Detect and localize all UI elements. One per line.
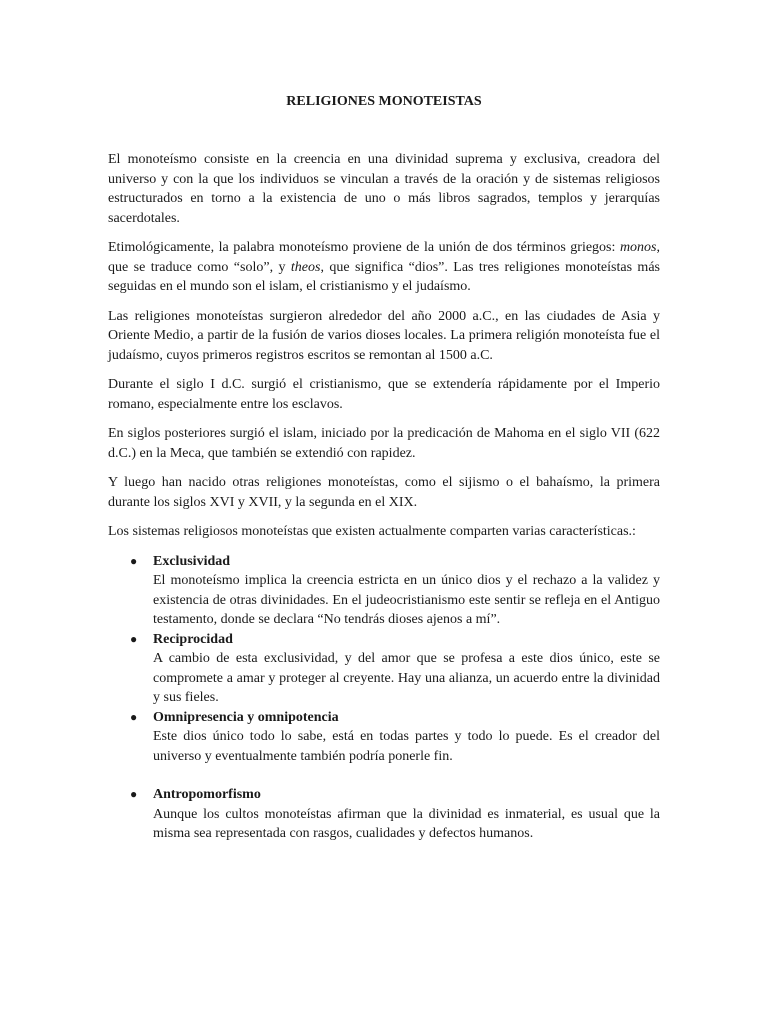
paragraph-other-religions: Y luego han nacido otras religiones monoteístas, como el sijismo o el bahaísmo, la primera durante los siglos XVI y XVII, y la segunda en el XIX. <box>108 475 660 510</box>
bullet-icon: ● <box>130 553 138 568</box>
paragraph-origins: Las religiones monoteístas surgieron alrededor del año 2000 a.C., en las ciudades de Asia y Oriente Medio, a partir de la fusión de varios dioses locales. La primera religión monoteísta fue el judaísmo, cuyos primeros registros escritos se remontan al 1500 a.C. <box>108 308 660 363</box>
paragraph-etymology <box>108 238 660 297</box>
bullet-icon: ● <box>130 787 138 801</box>
paragraph-characteristics-intro: Los sistemas religiosos monoteístas que existen actualmente comparten varias características.: <box>108 524 636 539</box>
term-theos: theos <box>290 259 321 275</box>
list-item <box>108 552 660 630</box>
feature-text: El monoteísmo implica la creencia estricta en un único dios y el rechazo a la validez y existencia de otras divinidades. En el judeocristianismo este sentir se refleja en el Antiguo testamento, donde se declara “No tendrás dioses ajenos a mí”. <box>153 573 660 627</box>
list-item <box>108 708 660 767</box>
paragraph-definition: El monoteísmo consiste en la creencia en una divinidad suprema y exclusiva, creadora del universo y con la que los individuos se vinculan a través de la oración y de sistemas religiosos estructurados en torno a la existencia de uno o más libros sagrados, templos y jerarquías sacerdotales. <box>108 152 660 226</box>
term-monos: monos <box>619 240 657 255</box>
etymology-text-2: , que se traduce como “solo”, y <box>108 240 660 275</box>
bullet-icon: ● <box>130 631 138 646</box>
feature-title: Antropomorfismo <box>153 787 261 802</box>
paragraph-islam: En siglos posteriores surgió el islam, iniciado por la predicación de Mahoma en el siglo VII (622 d.C.) en la Meca, que también se extendió con rapidez. <box>108 426 660 461</box>
feature-text: Aunque los cultos monoteístas afirman que la divinidad es inmaterial, es usual que la misma sea representada con rasgos, cualidades y defectos humanos. <box>153 806 660 841</box>
bullet-icon: ● <box>130 709 138 724</box>
page-title: RELIGIONES MONOTEISTAS <box>286 94 482 109</box>
etymology-text-3: , que significa “dios”. Las tres religiones monoteístas más seguidas en el mundo son el islam, el cristianismo y el judaísmo. <box>108 259 660 294</box>
feature-title: Exclusividad <box>153 553 231 569</box>
feature-text: Este dios único todo lo sabe, está en todas partes y todo lo puede. Es el creador del universo y eventualmente también podría ponerle fin. <box>153 729 660 764</box>
characteristics-list <box>108 552 660 844</box>
feature-text: A cambio de esta exclusividad, y del amor que se profesa a este dios único, este se compromete a amar y proteger al creyente. Hay una alianza, un acuerdo entre la divinidad y sus fieles. <box>153 651 660 705</box>
etymology-text-1: Etimológicamente, la palabra monoteísmo proviene de la unión de dos términos griegos: <box>108 240 620 255</box>
feature-title: Reciprocidad <box>153 631 233 647</box>
feature-title: Omnipresencia y omnipotencia <box>153 709 339 725</box>
list-item <box>108 785 660 844</box>
document-body <box>108 150 660 844</box>
list-item <box>108 630 660 708</box>
paragraph-christianity: Durante el siglo I d.C. surgió el cristianismo, que se extendería rápidamente por el Imperio romano, especialmente entre los esclavos. <box>108 377 660 412</box>
